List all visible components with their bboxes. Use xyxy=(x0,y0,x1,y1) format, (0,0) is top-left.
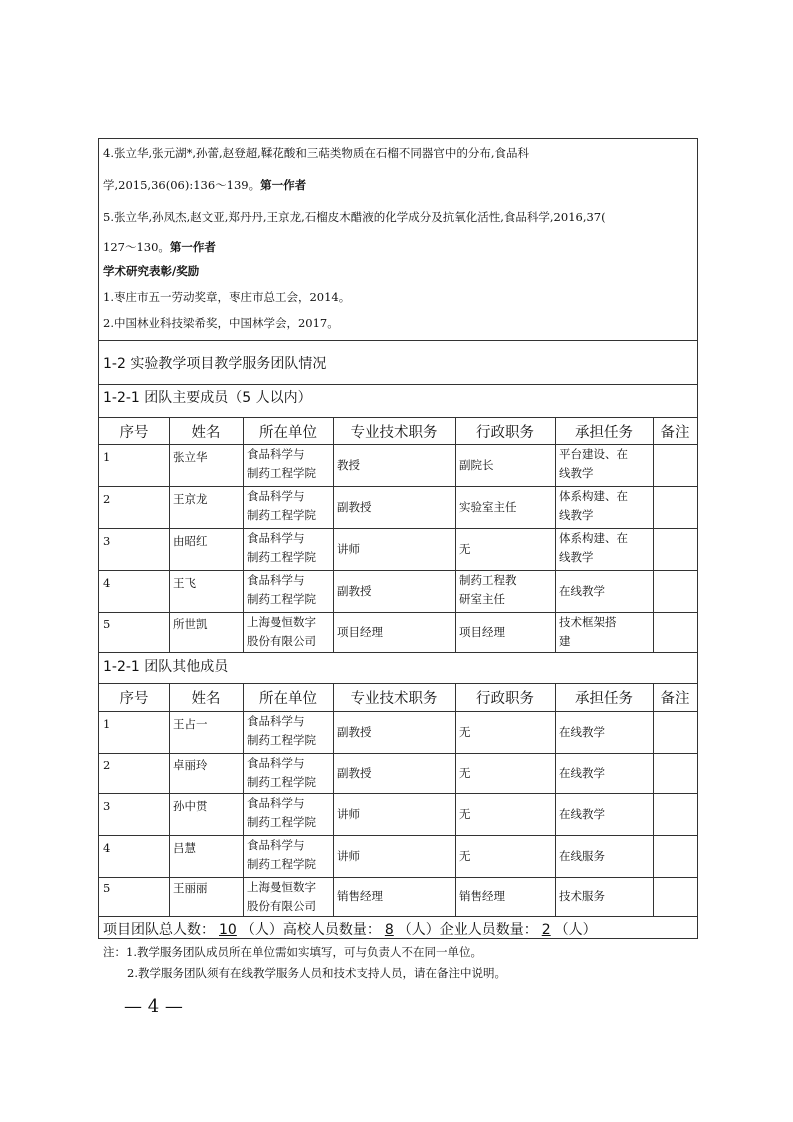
main-header-unit: 所在单位 xyxy=(259,425,317,441)
other-row-5-title: 销售经理 xyxy=(337,889,383,903)
main-row-3-unit: 食品科学与 制药工程学院 xyxy=(247,531,316,564)
award-item: 2.中国林业科技梁希奖，中国林学会，2017。 xyxy=(103,316,339,330)
other-row-3-unit: 食品科学与 制药工程学院 xyxy=(247,796,316,829)
main-row-3-task: 体系构建、在 线教学 xyxy=(559,531,628,564)
other-row-4-name: 吕慧 xyxy=(173,840,196,855)
document-sheet xyxy=(98,138,698,939)
page-number: — 4 — xyxy=(124,996,183,1017)
other-row-1-unit: 食品科学与 制药工程学院 xyxy=(247,714,316,747)
total-count: 10 xyxy=(219,922,237,938)
main-row-1-admin: 副院长 xyxy=(459,457,494,472)
main-row-5-title: 项目经理 xyxy=(337,624,383,639)
awards-title: 学术研究表彰/奖励 xyxy=(103,264,200,278)
other-row-1-index: 1 xyxy=(103,716,111,731)
main-team-title: 1-2-1 团队主要成员（5 人以内） xyxy=(103,390,312,406)
other-row-1-task: 在线教学 xyxy=(559,724,605,739)
note-item: 2.教学服务团队须有在线教学服务人员和技术支持人员，请在备注中说明。 xyxy=(127,966,506,980)
publication-5-line1: 5.张立华,孙凤杰,赵文亚,郑丹丹,王京龙,石榴皮木醋液的化学成分及抗氧化活性,食品科学,2016,37( xyxy=(103,210,606,224)
main-row-4-admin: 制药工程教 研室主任 xyxy=(459,573,517,606)
main-row-2-unit: 食品科学与 制药工程学院 xyxy=(247,489,316,522)
other-row-2-admin: 无 xyxy=(459,765,471,780)
team-totals: 项目团队总人数： 10 （人）高校人员数量： 8 （人）企业人员数量： 2 （人） xyxy=(103,922,597,938)
main-header-index: 序号 xyxy=(119,425,149,441)
main-row-4-unit: 食品科学与 制药工程学院 xyxy=(247,573,316,606)
other-row-3-task: 在线教学 xyxy=(559,806,605,821)
other-row-3-index: 3 xyxy=(103,798,111,813)
main-header-name: 姓名 xyxy=(191,425,221,441)
other-row-3-title: 讲师 xyxy=(337,806,360,821)
first-author-tag: 第一作者 xyxy=(260,178,307,192)
publication-4-citation: 学,2015,36(06):136～139。 xyxy=(103,178,261,192)
main-row-2-name: 王京龙 xyxy=(173,491,208,506)
other-row-3-name: 孙中贯 xyxy=(173,798,208,813)
publication-5-citation: 127～130。 xyxy=(103,240,170,254)
other-row-4-title: 讲师 xyxy=(337,848,360,863)
main-row-1-task: 平台建设、在 线教学 xyxy=(559,447,628,480)
publication-4-line1: 4.张立华,张元湖*,孙蕾,赵登超,鞣花酸和三萜类物质在石榴不同器官中的分布,食品科 xyxy=(103,146,529,160)
other-row-1-title: 副教授 xyxy=(337,724,372,739)
other-team-title: 1-2-1 团队其他成员 xyxy=(103,659,229,675)
other-row-2-title: 副教授 xyxy=(337,765,372,780)
main-row-1-index: 1 xyxy=(103,449,111,464)
first-author-tag: 第一作者 xyxy=(169,240,216,254)
main-row-2-admin: 实验室主任 xyxy=(459,499,517,514)
other-header-admin: 行政职务 xyxy=(476,691,534,707)
other-row-5-unit: 上海曼恒数字 股份有限公司 xyxy=(247,880,316,913)
other-row-4-admin: 无 xyxy=(459,848,471,863)
main-row-4-task: 在线教学 xyxy=(559,583,605,598)
other-row-1-name: 王占一 xyxy=(173,716,208,731)
main-row-3-index: 3 xyxy=(103,533,111,548)
main-row-5-unit: 上海曼恒数字 股份有限公司 xyxy=(247,615,316,648)
other-row-4-unit: 食品科学与 制药工程学院 xyxy=(247,838,316,871)
note-item: 注：1.教学服务团队成员所在单位需如实填写，可与负责人不在同一单位。 xyxy=(103,945,482,959)
other-row-5-name: 王丽丽 xyxy=(173,881,208,895)
main-row-2-task: 体系构建、在 线教学 xyxy=(559,489,628,522)
other-row-5-index: 5 xyxy=(103,881,111,895)
main-row-2-index: 2 xyxy=(103,491,111,506)
other-row-5-admin: 销售经理 xyxy=(459,889,505,903)
other-header-title: 专业技术职务 xyxy=(350,691,438,707)
company-count: 2 xyxy=(541,922,551,938)
other-header-name: 姓名 xyxy=(191,691,221,707)
other-row-4-index: 4 xyxy=(103,840,111,855)
publication-4-line2 xyxy=(103,177,697,193)
section-title: 1-2 实验教学项目教学服务团队情况 xyxy=(103,356,327,372)
main-header-remark: 备注 xyxy=(660,425,690,441)
other-row-2-name: 卓丽玲 xyxy=(173,757,208,772)
main-row-4-title: 副教授 xyxy=(337,583,372,598)
other-header-unit: 所在单位 xyxy=(259,691,317,707)
other-header-remark: 备注 xyxy=(660,691,690,707)
other-row-2-index: 2 xyxy=(103,757,111,772)
main-row-5-admin: 项目经理 xyxy=(459,624,505,639)
main-header-admin: 行政职务 xyxy=(476,425,534,441)
main-row-5-name: 所世凯 xyxy=(173,616,208,631)
main-row-5-task: 技术框架搭 建 xyxy=(559,615,617,648)
main-row-2-title: 副教授 xyxy=(337,499,372,514)
main-row-3-name: 由昭红 xyxy=(173,533,208,548)
main-row-5-index: 5 xyxy=(103,616,111,631)
college-count: 8 xyxy=(384,922,394,938)
main-row-3-admin: 无 xyxy=(459,541,471,556)
other-header-index: 序号 xyxy=(119,691,149,707)
other-row-2-unit: 食品科学与 制药工程学院 xyxy=(247,756,316,789)
other-header-task: 承担任务 xyxy=(575,691,633,707)
publication-5-line2 xyxy=(103,239,697,255)
award-item: 1.枣庄市五一劳动奖章，枣庄市总工会，2014。 xyxy=(103,290,351,304)
other-row-5-task: 技术服务 xyxy=(559,889,605,903)
main-row-3-title: 讲师 xyxy=(337,541,360,556)
main-row-4-index: 4 xyxy=(103,575,111,590)
main-header-title: 专业技术职务 xyxy=(350,425,438,441)
main-row-1-name: 张立华 xyxy=(173,449,208,464)
other-row-1-admin: 无 xyxy=(459,724,471,739)
main-row-4-name: 王飞 xyxy=(173,575,196,590)
main-row-1-title: 教授 xyxy=(337,457,360,472)
other-row-4-task: 在线服务 xyxy=(559,848,605,863)
main-header-task: 承担任务 xyxy=(575,425,633,441)
main-row-1-unit: 食品科学与 制药工程学院 xyxy=(247,447,316,480)
notes xyxy=(103,942,506,984)
other-row-2-task: 在线教学 xyxy=(559,765,605,780)
other-row-3-admin: 无 xyxy=(459,806,471,821)
